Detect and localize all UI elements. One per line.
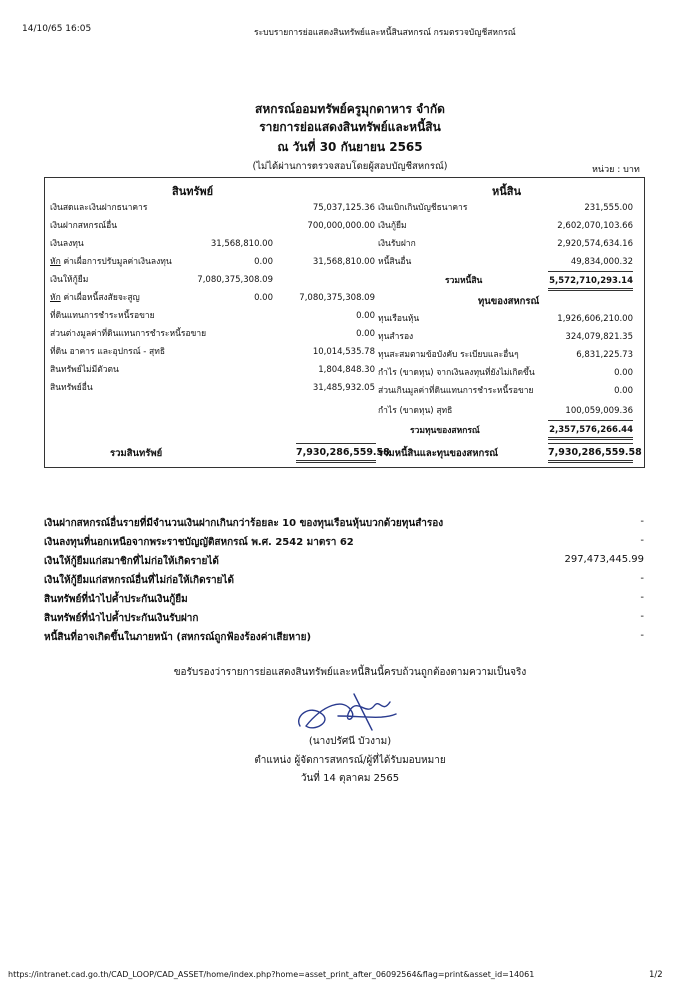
equity-amount: 100,059,009.36: [565, 406, 633, 416]
total-assets-label: รวมสินทรัพย์: [110, 448, 163, 459]
note-value: -: [640, 592, 644, 603]
equity-label: ส่วนเกินมูลค่าที่ดินแทนการชำระหนี้รอขาย: [378, 386, 534, 396]
liability-amount: 231,555.00: [584, 203, 633, 213]
note-value: -: [640, 611, 644, 622]
equity-amount: 6,831,225.73: [576, 350, 633, 360]
asset-amount: 75,037,125.36: [312, 203, 375, 213]
equity-amount: 1,926,606,210.00: [557, 314, 633, 324]
liabilities-header: หนี้สิน: [492, 185, 522, 198]
total-liabilities-label: รวมหนี้สิน: [445, 276, 483, 286]
liability-amount: 2,602,070,103.66: [557, 221, 633, 231]
equity-label: ทุนเรือนหุ้น: [378, 314, 420, 324]
equity-amount: 0.00: [614, 386, 633, 396]
liability-label: หนี้สินอื่น: [378, 257, 412, 267]
note-label: เงินลงทุนที่นอกเหนือจากพระราชบัญญัติสหกรณ์ พ.ศ. 2542 มาตรา 62: [44, 537, 354, 548]
asset-label-text: ค่าเผื่อการปรับมูลค่าเงินลงทุน: [60, 257, 172, 267]
asset-amount: 0.00: [356, 329, 375, 339]
system-name: ระบบรายการย่อแสดงสินทรัพย์และหนี้สินสหกรณ์ กรมตรวจบัญชีสหกรณ์: [254, 28, 516, 38]
asset-label: เงินให้กู้ยืม: [50, 275, 89, 285]
certification-statement: ขอรับรองว่ารายการย่อแสดงสินทรัพย์และหนี้สินนี้ครบถ้วนถูกต้องตามความเป็นจริง: [173, 667, 527, 678]
signature-graphic: [292, 686, 402, 736]
asset-label: [50, 291, 140, 306]
asset-label: [50, 255, 172, 270]
note-value: -: [640, 535, 644, 546]
signer-position: ตำแหน่ง ผู้จัดการสหกรณ์/ผู้ที่ได้รับมอบหมาย: [254, 755, 446, 766]
asset-subamount: 7,080,375,308.09: [197, 275, 273, 285]
asset-label: เงินลงทุน: [50, 239, 84, 249]
asset-subamount: 0.00: [254, 293, 273, 303]
asset-amount: 700,000,000.00: [307, 221, 375, 231]
org-name: สหกรณ์ออมทรัพย์ครูมุกดาหาร จำกัด: [255, 102, 445, 116]
asset-label: เงินฝากสหกรณ์อื่น: [50, 221, 118, 231]
equity-label: กำไร (ขาดทุน) สุทธิ: [378, 406, 453, 416]
asset-subamount: 0.00: [254, 257, 273, 267]
audit-note: (ไม่ได้ผ่านการตรวจสอบโดยผู้สอบบัญชีสหกรณ์): [252, 161, 448, 172]
note-value: -: [640, 630, 644, 641]
liability-label: เงินเบิกเกินบัญชีธนาคาร: [378, 203, 468, 213]
footer-url: https://intranet.cad.go.th/CAD_LOOP/CAD_ASSET/home/index.php?home=asset_print_after_06092564&flag=print&asset_id=14061: [8, 970, 535, 979]
note-label: สินทรัพย์ที่นำไปค้ำประกันเงินรับฝาก: [44, 613, 199, 624]
asset-amount: 0.00: [356, 311, 375, 321]
assets-header: สินทรัพย์: [172, 185, 214, 198]
equity-amount: 324,079,821.35: [565, 332, 633, 342]
print-datetime: 14/10/65 16:05: [22, 24, 92, 34]
asset-subamount: 31,568,810.00: [210, 239, 273, 249]
grand-total-amount: 7,930,286,559.58: [548, 443, 633, 463]
equity-header: ทุนของสหกรณ์: [478, 296, 540, 307]
less-prefix: หัก: [50, 257, 61, 267]
page-number: 1/2: [649, 970, 663, 980]
total-liabilities-amount: 5,572,710,293.14: [548, 271, 633, 291]
total-equity-amount: 2,357,576,266.44: [548, 420, 633, 440]
asset-label: ที่ดิน อาคาร และอุปกรณ์ - สุทธิ: [50, 347, 166, 357]
asset-amount: 31,568,810.00: [312, 257, 375, 267]
liability-label: เงินกู้ยืม: [378, 221, 407, 231]
note-label: เงินให้กู้ยืมแก่สหกรณ์อื่นที่ไม่ก่อให้เกิดรายได้: [44, 575, 234, 586]
note-label: เงินให้กู้ยืมแก่สมาชิกที่ไม่ก่อให้เกิดรายได้: [44, 556, 219, 567]
unit-label: หน่วย : บาท: [592, 165, 640, 175]
asset-amount: 1,804,848.30: [318, 365, 375, 375]
note-value: -: [640, 573, 644, 584]
sign-date: วันที่ 14 ตุลาคม 2565: [300, 773, 400, 784]
asset-label: เงินสดและเงินฝากธนาคาร: [50, 203, 148, 213]
total-assets-amount: 7,930,286,559.58: [296, 443, 376, 463]
asset-label: สินทรัพย์อื่น: [50, 383, 93, 393]
liability-amount: 2,920,574,634.16: [557, 239, 633, 249]
note-value: -: [640, 516, 644, 527]
asset-amount: 31,485,932.05: [312, 383, 375, 393]
total-equity-label: รวมทุนของสหกรณ์: [410, 426, 480, 436]
note-label: หนี้สินที่อาจเกิดขึ้นในภายหน้า (สหกรณ์ถูกฟ้องร้องค่าเสียหาย): [44, 632, 312, 643]
note-label: เงินฝากสหกรณ์อื่นรายที่มีจำนวนเงินฝากเกินกว่าร้อยละ 10 ของทุนเรือนหุ้นบวกด้วยทุนสำรอง: [44, 518, 444, 529]
grand-total-label: รวมหนี้สินและทุนของสหกรณ์: [378, 448, 499, 459]
asset-label: ส่วนต่างมูลค่าที่ดินแทนการชำระหนี้รอขาย: [50, 329, 207, 339]
equity-label: กำไร (ขาดทุน) จากเงินลงทุนที่ยังไม่เกิดขึ้น: [378, 368, 535, 378]
asset-label-text: ค่าเผื่อหนี้สงสัยจะสูญ: [60, 293, 140, 303]
note-value: 297,473,445.99: [564, 554, 644, 565]
equity-amount: 0.00: [614, 368, 633, 378]
signer-name: (นางปรัศนี บัวงาม): [308, 736, 392, 747]
note-label: สินทรัพย์ที่นำไปค้ำประกันเงินกู้ยืม: [44, 594, 188, 605]
as-of-date: ณ วันที่ 30 กันยายน 2565: [277, 140, 423, 154]
asset-amount: 7,080,375,308.09: [299, 293, 375, 303]
equity-label: ทุนสะสมตามข้อบังคับ ระเบียบและอื่นๆ: [378, 350, 519, 360]
liability-label: เงินรับฝาก: [378, 239, 416, 249]
equity-label: ทุนสำรอง: [378, 332, 414, 342]
asset-amount: 10,014,535.78: [312, 347, 375, 357]
report-title: รายการย่อแสดงสินทรัพย์และหนี้สิน: [259, 120, 441, 134]
liability-amount: 49,834,000.32: [570, 257, 633, 267]
less-prefix: หัก: [50, 293, 61, 303]
asset-label: สินทรัพย์ไม่มีตัวตน: [50, 365, 119, 375]
asset-label: ที่ดินแทนการชำระหนี้รอขาย: [50, 311, 155, 321]
signature: [292, 686, 402, 739]
